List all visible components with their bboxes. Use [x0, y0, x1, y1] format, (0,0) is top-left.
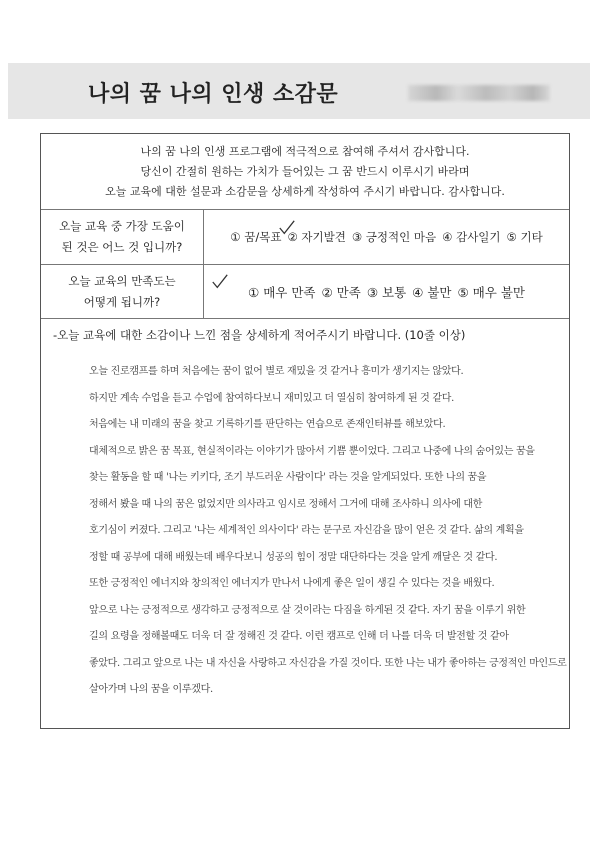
- option-neutral[interactable]: ③ 보통: [366, 284, 407, 300]
- question-helpful: [41, 210, 204, 264]
- option-dream-goal[interactable]: ① 꿈/목표: [230, 230, 282, 244]
- page-title: 나의 꿈 나의 인생 소감문: [88, 82, 339, 107]
- essay-prompt: -오늘 교육에 대한 소감이나 느낀 점을 상세하게 적어주시기 바랍니다. (10줄 이상): [53, 328, 466, 342]
- essay-line: 하지만 계속 수업을 듣고 수업에 참여하다보니 재미있고 더 열심히 참여하게 된 것 같다.: [89, 392, 455, 404]
- essay-line: 찾는 활동을 할 때 '나는 키키다, 조기 부드러운 사람이다' 라는 것을 알게되었다. 또한 나의 꿈을: [89, 472, 487, 483]
- question-text: 된 것은 어느 것 입니까?: [61, 240, 183, 254]
- option-positive-mind[interactable]: ③ 긍정적인 마음: [351, 230, 437, 244]
- redacted-name-area: [408, 85, 550, 101]
- option-satisfied[interactable]: ② 만족: [321, 284, 361, 300]
- options-helpful: [204, 210, 569, 264]
- essay-line: 앞으로 나는 긍정적으로 생각하고 긍정적으로 살 것이라는 다짐을 하게된 것 같다. 자기 꿈을 이루기 위한: [89, 604, 526, 616]
- question-row-satisfaction: [41, 265, 569, 319]
- essay-line: 살아가며 나의 꿈을 이루겠다.: [89, 684, 213, 695]
- option-very-dissatisfied[interactable]: ⑤ 매우 불만: [457, 284, 525, 300]
- option-etc[interactable]: ⑤ 기타: [506, 230, 543, 244]
- options-satisfaction: [204, 265, 569, 318]
- essay-line: 또한 긍정적인 에너지와 창의적인 에너지가 만나서 나에게 좋은 일이 생길 수 있다는 것을 배웠다.: [89, 578, 495, 589]
- option-gratitude-diary[interactable]: ④ 감사일기: [442, 230, 501, 244]
- question-text: 어떻게 됩니까?: [83, 294, 161, 309]
- intro-line: 당신이 간절히 원하는 가치가 들어있는 그 꿈 반드시 이루시기 바라며: [140, 165, 470, 178]
- header-bar: [8, 63, 590, 119]
- question-text: 오늘 교육 중 가장 도움이: [59, 219, 185, 233]
- essay-line: 대체적으로 밝은 꿈 목표, 현실적이라는 이야기가 많아서 기쁨 뿐이었다. 그리고 나중에 나의 숨어있는 꿈을: [89, 445, 535, 457]
- question-row-helpful: [41, 210, 569, 265]
- survey-sheet: [40, 133, 570, 729]
- question-satisfaction: [41, 265, 204, 318]
- option-self-discovery[interactable]: ② 자기발견: [287, 230, 346, 244]
- intro-section: [41, 134, 569, 210]
- checkmark-icon: [278, 219, 296, 237]
- essay-line: 오늘 진로캠프를 하며 처음에는 꿈이 없어 별로 재밌을 것 같거나 흥미가 생기지는 않았다.: [89, 366, 464, 377]
- question-text: 오늘 교육의 만족도는: [68, 273, 176, 288]
- essay-line: 처음에는 내 미래의 꿈을 찾고 기록하기를 판단하는 연습으로 존재인터뷰를 해보았다.: [89, 419, 446, 430]
- option-very-satisfied[interactable]: ① 매우 만족: [248, 284, 316, 300]
- checkmark-icon: [211, 273, 229, 291]
- essay-line: 길의 요령을 정해볼때도 더욱 더 잘 정해진 것 같다. 이런 캠프로 인해 더 나를 더욱 더 발전할 것 같아: [89, 631, 509, 642]
- option-dissatisfied[interactable]: ④ 불만: [412, 284, 452, 300]
- essay-line: 정해서 봤을 때 나의 꿈은 없었지만 의사라고 임시로 정해서 그거에 대해 조사하니 의사에 대한: [89, 498, 483, 510]
- essay-line: 좋았다. 그리고 앞으로 나는 내 자신을 사랑하고 자신감을 가질 것이다. 또한 나는 내가 좋아하는 긍정적인 마인드로: [89, 657, 567, 669]
- intro-line: 오늘 교육에 대한 설문과 소감문을 상세하게 작성하여 주시기 바랍니다. 감사합니다.: [105, 185, 505, 198]
- essay-line: 정할 때 공부에 대해 배웠는데 배우다보니 성공의 힘이 정말 대단하다는 것을 알게 깨달은 것 같다.: [89, 551, 498, 563]
- essay-line: 호기심이 커졌다. 그리고 '나는 세계적인 의사이다' 라는 문구로 자신감을 많이 얻은 것 같다. 삶의 계획을: [89, 525, 524, 536]
- intro-line: 나의 꿈 나의 인생 프로그램에 적극적으로 참여해 주셔서 감사합니다.: [140, 145, 470, 158]
